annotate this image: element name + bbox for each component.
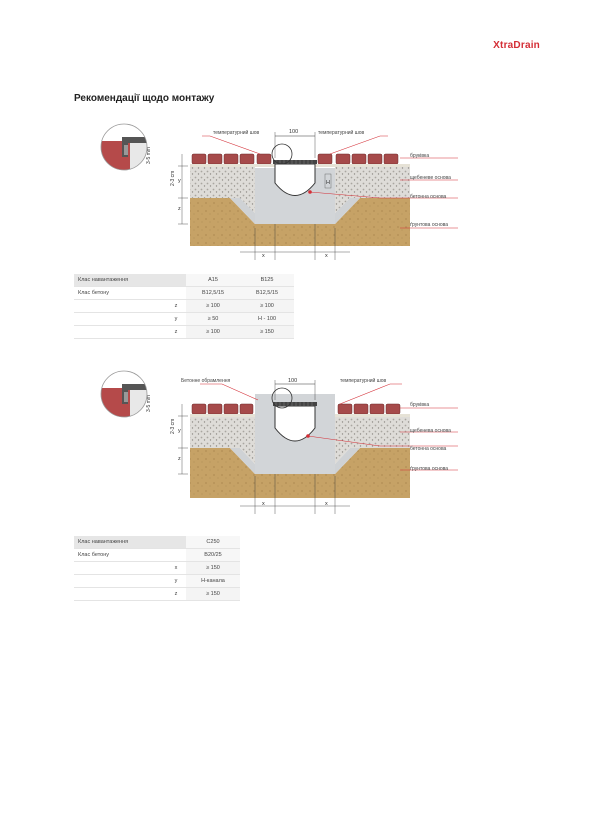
table-row bbox=[74, 575, 240, 588]
table-row bbox=[74, 300, 294, 313]
installation-section-1 bbox=[0, 118, 593, 348]
dimension-z: z bbox=[178, 456, 181, 462]
table-cell: y bbox=[166, 575, 186, 588]
callout-concrete: бетонна основа bbox=[410, 446, 447, 452]
table-cell: z bbox=[166, 326, 186, 339]
callout-gravel: щебеневе основа bbox=[410, 175, 451, 181]
dimension-x-left: x bbox=[262, 501, 265, 507]
callout-soil: ґрунтова основа bbox=[410, 466, 449, 472]
table-cell: Клас бетону bbox=[74, 549, 166, 562]
dimension-y: y bbox=[178, 178, 181, 184]
top-width-dimension: 100 bbox=[289, 129, 299, 135]
table-cell: B20/25 bbox=[186, 549, 240, 562]
dimension-h: H bbox=[326, 180, 330, 186]
dimension-x-right: x bbox=[325, 253, 328, 259]
table-cell bbox=[74, 588, 166, 601]
spec-table-1 bbox=[74, 274, 294, 339]
table-cell: ≥ 150 bbox=[186, 588, 240, 601]
dimension-y: y bbox=[178, 428, 181, 434]
dimension-v1: 2-3 cm bbox=[170, 418, 176, 434]
table-cell bbox=[74, 313, 166, 326]
callout-joint-right: температурний шов bbox=[318, 130, 365, 136]
table-cell: ≥ 100 bbox=[186, 300, 240, 313]
table-cell: Клас навантаження bbox=[74, 536, 166, 549]
dimension-x-right: x bbox=[325, 501, 328, 507]
table-row bbox=[74, 588, 240, 601]
table-header-row bbox=[74, 536, 240, 549]
table-cell bbox=[166, 287, 186, 300]
table-cell: ≥ 100 bbox=[186, 326, 240, 339]
table-row bbox=[74, 326, 294, 339]
callout-joint-left: температурний шов bbox=[213, 130, 260, 136]
table-cell bbox=[166, 274, 186, 287]
callout-paving: бруківка bbox=[410, 153, 430, 159]
page-title: Рекомендації щодо монтажу bbox=[74, 93, 215, 104]
table-cell: ≥ 50 bbox=[186, 313, 240, 326]
table-row bbox=[74, 562, 240, 575]
top-width-dimension: 100 bbox=[288, 378, 298, 384]
table-cell: H-канала bbox=[186, 575, 240, 588]
table-cell: A15 bbox=[186, 274, 240, 287]
table-header-row bbox=[74, 274, 294, 287]
table-cell: B125 bbox=[240, 274, 294, 287]
detail-dimension: 3-5 mm bbox=[146, 147, 152, 164]
table-cell bbox=[74, 300, 166, 313]
detail-dimension: 3-5 mm bbox=[146, 395, 152, 412]
brand-logo: XtraDrain bbox=[493, 40, 540, 51]
table-row bbox=[74, 313, 294, 326]
table-cell: Клас бетону bbox=[74, 287, 166, 300]
table-cell: B12,5/15 bbox=[240, 287, 294, 300]
table-cell: x bbox=[166, 562, 186, 575]
dimension-x-left: x bbox=[262, 253, 265, 259]
table-cell: z bbox=[166, 588, 186, 601]
spec-table-2 bbox=[74, 536, 240, 601]
table-cell: ≥ 100 bbox=[240, 300, 294, 313]
table-cell bbox=[166, 549, 186, 562]
callout-joint-right: температурний шов bbox=[340, 378, 387, 384]
table-row bbox=[74, 549, 240, 562]
callout-joint-left: Бетонне обрамлення bbox=[181, 378, 231, 384]
table-cell: ≥ 150 bbox=[186, 562, 240, 575]
callout-soil: ґрунтова основа bbox=[410, 222, 449, 228]
table-row bbox=[74, 287, 294, 300]
table-cell: C250 bbox=[186, 536, 240, 549]
table-cell bbox=[74, 326, 166, 339]
table-cell: ≥ 150 bbox=[240, 326, 294, 339]
installation-section-2 bbox=[0, 370, 593, 610]
table-cell bbox=[74, 575, 166, 588]
callout-concrete: бетонна основа bbox=[410, 194, 447, 200]
table-cell bbox=[166, 536, 186, 549]
dimension-z: z bbox=[178, 206, 181, 212]
table-cell: z bbox=[166, 300, 186, 313]
callout-paving: бруківка bbox=[410, 402, 430, 408]
table-cell: B12,5/15 bbox=[186, 287, 240, 300]
table-cell: y bbox=[166, 313, 186, 326]
callout-gravel: щебенева основа bbox=[410, 428, 451, 434]
dimension-v1: 2-3 cm bbox=[170, 170, 176, 186]
table-cell bbox=[74, 562, 166, 575]
table-cell: H - 100 bbox=[240, 313, 294, 326]
table-cell: Клас навантаження bbox=[74, 274, 166, 287]
